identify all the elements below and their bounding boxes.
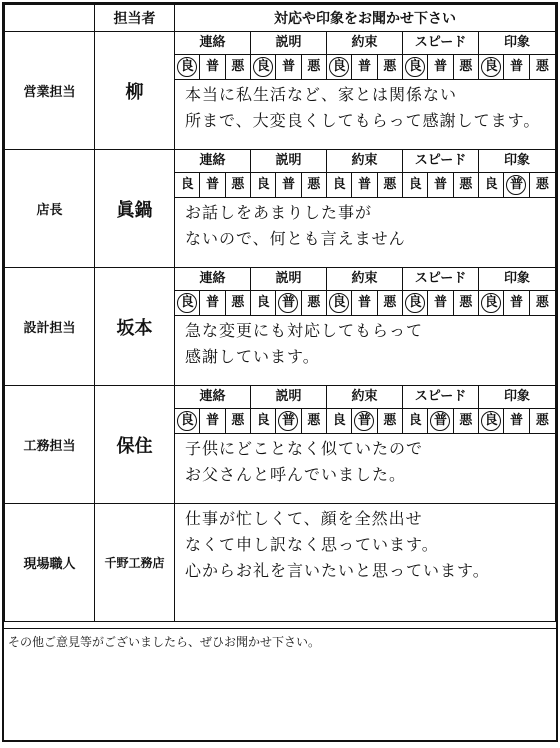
rating-row	[175, 291, 555, 316]
category-label: 説明	[251, 386, 327, 408]
rating-option[interactable]: 良	[479, 55, 504, 79]
rating-option[interactable]: 普	[276, 173, 301, 197]
rating-option[interactable]: 悪	[302, 291, 327, 315]
role-cell: 設計担当	[5, 268, 95, 386]
category-label: 説明	[251, 32, 327, 54]
other-comments-label: その他ご意見等がございましたら、ぜひお聞かせ下さい。	[8, 635, 321, 649]
rating-option[interactable]: 普	[352, 291, 377, 315]
staff-row	[5, 150, 556, 268]
rating-option[interactable]: 良	[251, 173, 276, 197]
rating-option[interactable]: 悪	[378, 55, 403, 79]
rating-row	[175, 55, 555, 80]
comment-line: お話しをあまりした事が	[185, 203, 373, 222]
category-label: スピード	[403, 150, 479, 172]
category-label: 連絡	[175, 150, 251, 172]
rating-option[interactable]: 良	[327, 173, 352, 197]
header-person: 担当者	[95, 5, 175, 32]
category-label: 約束	[327, 268, 403, 290]
category-label: 連絡	[175, 386, 251, 408]
handwritten-comment	[175, 434, 555, 490]
category-header-row	[175, 150, 555, 173]
rating-option[interactable]: 良	[403, 173, 428, 197]
comment-line: ないので、何とも言えません	[185, 229, 406, 248]
rating-option[interactable]: 良	[175, 291, 200, 315]
rating-option[interactable]: 良	[327, 409, 352, 433]
header-blank	[5, 5, 95, 32]
category-label: 印象	[503, 389, 530, 404]
rating-option[interactable]: 普	[504, 173, 529, 197]
comment-line: 本当に私生活など、家とは関係ない	[185, 85, 458, 104]
rating-option[interactable]: 普	[504, 55, 529, 79]
rating-option[interactable]: 良	[175, 173, 200, 197]
handwritten-comment	[175, 504, 555, 586]
survey-form	[2, 2, 558, 742]
rating-option[interactable]: 良	[479, 291, 504, 315]
rating-option[interactable]: 悪	[535, 413, 549, 428]
feedback-cell	[175, 386, 556, 504]
rating-option[interactable]: 悪	[302, 409, 327, 433]
rating-option[interactable]: 良	[175, 409, 200, 433]
category-label: 約束	[327, 386, 403, 408]
role-cell: 現場職人	[5, 504, 95, 622]
category-header-row	[175, 32, 555, 55]
rating-option[interactable]: 普	[200, 409, 225, 433]
rating-option[interactable]: 普	[276, 291, 301, 315]
staff-row	[5, 32, 556, 150]
category-label: 約束	[327, 32, 403, 54]
rating-row	[175, 173, 555, 198]
person-cell: 千野工務店	[95, 504, 175, 622]
header-feedback: 対応や印象をお聞かせ下さい	[175, 5, 556, 32]
rating-option[interactable]: 普	[352, 55, 377, 79]
rating-option[interactable]: 良	[251, 291, 276, 315]
category-label: 連絡	[175, 268, 251, 290]
rating-option[interactable]: 普	[200, 291, 225, 315]
rating-option[interactable]: 良	[327, 55, 352, 79]
comment-line: 子供にどことなく似ていたので	[185, 439, 424, 458]
feedback-cell	[175, 268, 556, 386]
rating-option[interactable]: 悪	[302, 55, 327, 79]
comment-line: 感謝しています。	[185, 347, 320, 366]
rating-option[interactable]: 悪	[378, 409, 403, 433]
rating-option[interactable]: 悪	[454, 173, 479, 197]
rating-option[interactable]: 良	[251, 409, 276, 433]
handwritten-comment	[175, 80, 555, 136]
comment-line: なくて申し訳なく思っています。	[185, 535, 439, 554]
category-label: スピード	[403, 268, 479, 290]
role-cell: 営業担当	[5, 32, 95, 150]
category-header-row	[175, 268, 555, 291]
rating-option[interactable]: 悪	[226, 55, 251, 79]
rating-option[interactable]: 良	[327, 291, 352, 315]
rating-option[interactable]: 普	[428, 173, 453, 197]
comment-line: 所まで、大変良くしてもらって感謝してます。	[185, 111, 541, 130]
rating-option[interactable]: 悪	[454, 291, 479, 315]
person-cell: 保住	[95, 386, 175, 504]
rating-option[interactable]: 普	[428, 55, 453, 79]
person-cell: 柳	[95, 32, 175, 150]
handwritten-comment	[175, 316, 555, 372]
rating-option[interactable]: 悪	[535, 59, 549, 74]
rating-option[interactable]: 普	[428, 409, 453, 433]
rating-option[interactable]: 普	[352, 173, 377, 197]
category-label: 説明	[251, 268, 327, 290]
rating-row	[175, 409, 555, 434]
feedback-cell	[175, 504, 556, 622]
staff-row	[5, 386, 556, 504]
rating-option[interactable]: 悪	[378, 291, 403, 315]
rating-option[interactable]: 良	[403, 409, 428, 433]
rating-option[interactable]: 普	[200, 173, 225, 197]
rating-option[interactable]: 普	[428, 291, 453, 315]
rating-option[interactable]: 悪	[535, 295, 549, 310]
role-cell: 工務担当	[5, 386, 95, 504]
rating-option[interactable]: 良	[479, 409, 504, 433]
role-cell: 店長	[5, 150, 95, 268]
category-label: 約束	[327, 150, 403, 172]
rating-option[interactable]: 普	[200, 55, 225, 79]
staff-row	[5, 504, 556, 622]
rating-option[interactable]: 良	[251, 55, 276, 79]
rating-option[interactable]: 悪	[226, 173, 251, 197]
comment-line: お父さんと呼んでいました。	[185, 465, 407, 484]
comment-line: 心からお礼を言いたいと思っています。	[185, 561, 490, 580]
rating-option[interactable]: 良	[403, 291, 428, 315]
handwritten-comment	[175, 198, 555, 254]
rating-option[interactable]: 悪	[535, 177, 549, 192]
rating-option[interactable]: 普	[504, 409, 529, 433]
person-cell: 眞鍋	[95, 150, 175, 268]
rating-option[interactable]: 良	[175, 55, 200, 79]
feedback-cell	[175, 32, 556, 150]
rating-option[interactable]: 普	[276, 409, 301, 433]
category-label: 連絡	[175, 32, 251, 54]
evaluation-table	[4, 4, 556, 622]
category-header-row	[175, 386, 555, 409]
category-label: スピード	[403, 386, 479, 408]
category-label: スピード	[403, 32, 479, 54]
comment-line: 仕事が忙しくて、顔を全然出せ	[185, 509, 423, 528]
feedback-cell	[175, 150, 556, 268]
other-comments-box	[4, 628, 556, 740]
rating-option[interactable]: 悪	[302, 173, 327, 197]
rating-option[interactable]: 悪	[378, 173, 403, 197]
rating-option[interactable]: 悪	[226, 291, 251, 315]
category-label: 印象	[503, 35, 530, 50]
rating-option[interactable]: 悪	[226, 409, 251, 433]
rating-option[interactable]: 良	[403, 55, 428, 79]
rating-option[interactable]: 悪	[454, 409, 479, 433]
rating-option[interactable]: 良	[479, 173, 504, 197]
category-label: 印象	[503, 153, 530, 168]
category-label: 印象	[503, 271, 530, 286]
person-cell: 坂本	[95, 268, 175, 386]
comment-line: 急な変更にも対応してもらって	[185, 321, 424, 340]
rating-option[interactable]: 普	[276, 55, 301, 79]
staff-row	[5, 268, 556, 386]
rating-option[interactable]: 普	[352, 409, 377, 433]
rating-option[interactable]: 悪	[454, 55, 479, 79]
rating-option[interactable]: 普	[504, 291, 529, 315]
category-label: 説明	[251, 150, 327, 172]
